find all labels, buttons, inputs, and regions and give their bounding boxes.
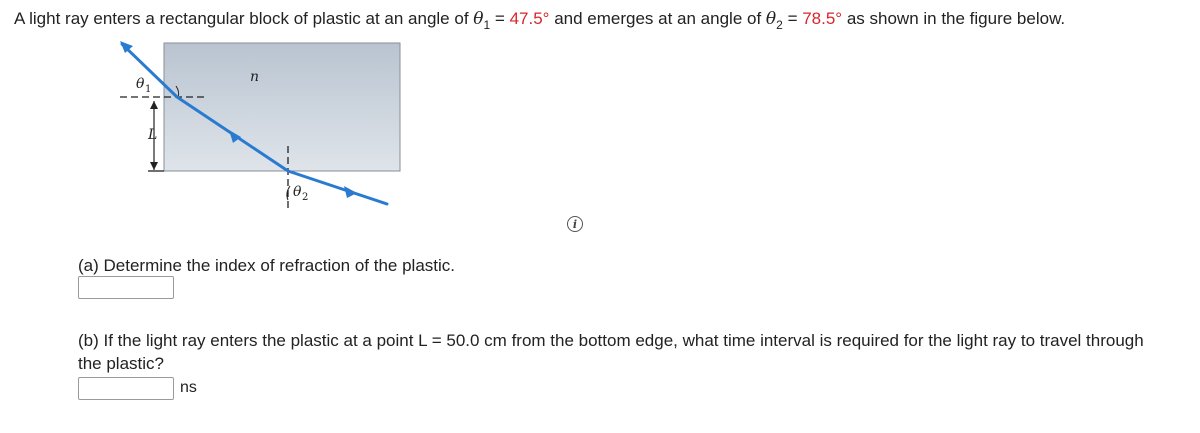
plastic-block (164, 43, 400, 171)
theta1-value: 47.5° (509, 9, 550, 28)
part-b-answer-input[interactable] (78, 377, 174, 400)
part-b-question: (b) If the light ray enters the plastic at a point L = 50.0 cm from the bottom edge, what time interval is required for the light ray to travel through the plastic? (78, 331, 1144, 373)
theta1-label-sub: 1 (145, 84, 152, 95)
part-b-unit: ns (180, 379, 197, 396)
part-a-answer-input[interactable] (78, 276, 174, 299)
theta1-subscript: 1 (483, 18, 491, 32)
refraction-figure (110, 36, 410, 211)
dimension-L-arrow-down (150, 162, 158, 170)
prompt-text-pre: A light ray enters a rectangular block of plastic at an angle of (14, 9, 474, 28)
theta1-symbol: θ (473, 9, 484, 29)
theta1-label: θ (136, 76, 145, 92)
problem-statement (14, 8, 1065, 31)
info-icon[interactable]: i (567, 216, 583, 232)
L-label: L (148, 127, 158, 143)
theta2-label-sub: 2 (302, 192, 309, 203)
theta2-subscript: 2 (776, 18, 783, 32)
theta2-label: θ (293, 184, 302, 200)
equals-sign-1: = (490, 9, 510, 28)
equals-sign-2: = (782, 9, 803, 28)
prompt-text-post: as shown in the figure below. (842, 9, 1066, 28)
part-a-question: (a) Determine the index of refraction of the plastic. (78, 256, 456, 275)
theta2-symbol: θ (765, 9, 777, 29)
theta2-value: 78.5° (802, 9, 843, 28)
ray-arrowhead-exit (344, 186, 357, 198)
n-label: n (250, 69, 260, 85)
dimension-L-arrow-up (150, 101, 158, 109)
prompt-text-mid: and emerges at an angle of (549, 9, 766, 28)
